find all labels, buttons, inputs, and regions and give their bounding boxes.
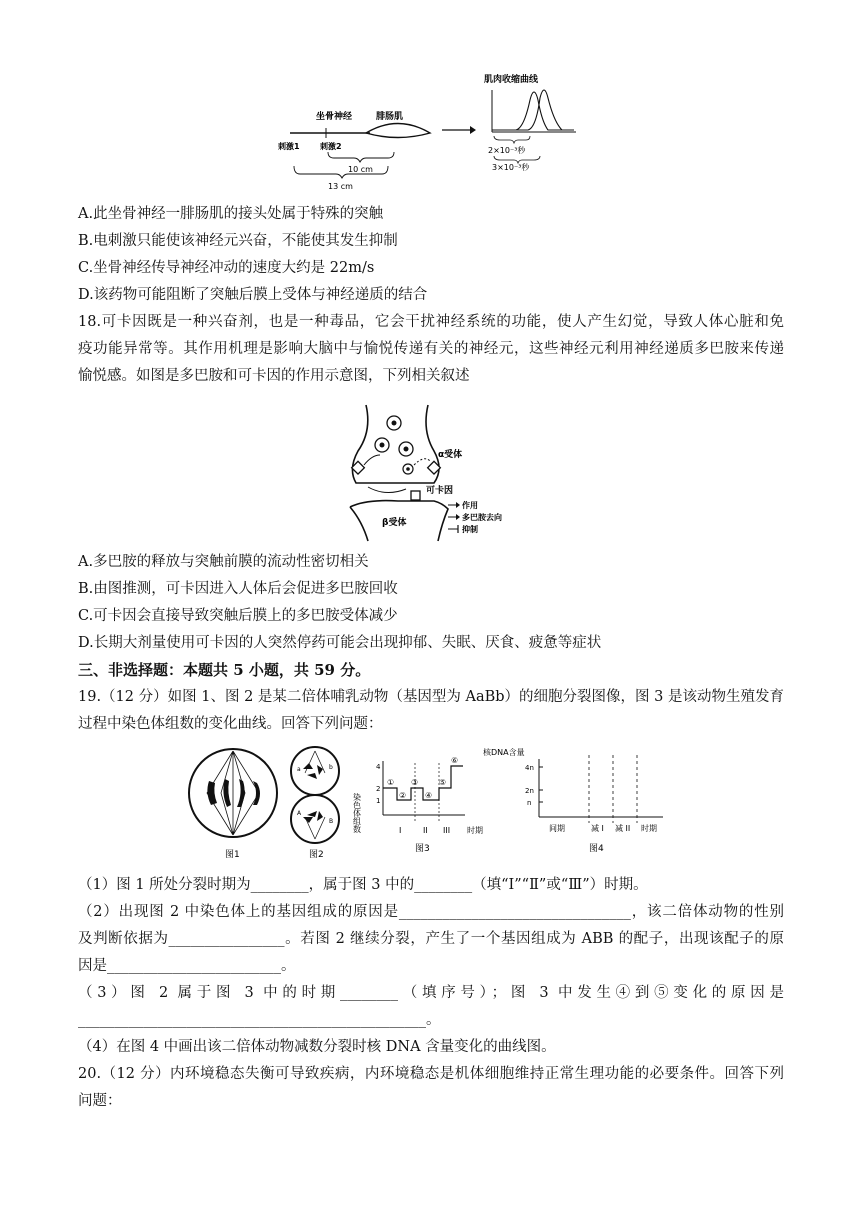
svg-text:A: A bbox=[297, 810, 302, 817]
f4-xlabel: 时期 bbox=[641, 824, 657, 833]
q18-option-b: B.由图推测，可卡因进入人体后会促进多巴胺回收 bbox=[78, 581, 398, 597]
nerve-label: 坐骨神经 bbox=[316, 112, 353, 122]
figure-2-caption: 图2 bbox=[309, 850, 324, 860]
f3-tick-4: 4 bbox=[376, 763, 381, 771]
f3-xlabel: 时期 bbox=[467, 826, 483, 835]
stim2-label: 刺激2 bbox=[320, 142, 342, 151]
f3-tick-1: 1 bbox=[376, 797, 381, 805]
figure-1-cell bbox=[189, 749, 277, 837]
f3-stage-4: ④ bbox=[425, 791, 433, 800]
f3-tick-2: 2 bbox=[376, 785, 381, 793]
q18-option-d: D.长期大剂量使用可卡因的人突然停药可能会出现抑郁、失眠、厌食、疲惫等症状 bbox=[78, 635, 602, 651]
f3-stage-5: ⑤ bbox=[439, 778, 447, 787]
f3-stage-1: ① bbox=[387, 778, 395, 787]
time-2: 2×10⁻³秒 bbox=[488, 146, 526, 155]
f4-tick-n: n bbox=[527, 799, 532, 807]
f3-ylabel: 染色体组数 bbox=[352, 793, 362, 833]
q19-part-3-line-1: （3）图 2 属于图 3 中的时期________（填序号）；图 3 中发生④到⑤变化的原因是 bbox=[78, 985, 784, 1001]
q19-part-4: （4）在图 4 中画出该二倍体动物减数分裂时核 DNA 含量变化的曲线图。 bbox=[78, 1039, 556, 1055]
cell-division-figures bbox=[185, 743, 680, 863]
svg-text:a: a bbox=[297, 766, 301, 773]
q19-part-2-line-1: （2）出现图 2 中染色体上的基因组成的原因是________________________________，该二倍体动物的性别 bbox=[78, 904, 784, 920]
figure-2-cell bbox=[291, 747, 339, 843]
figure-4-caption: 图4 bbox=[589, 844, 604, 854]
q19-part-1: （1）图 1 所处分裂时期为________，属于图 3 中的________（填“I”“Ⅱ”或“Ⅲ”）时期。 bbox=[78, 877, 648, 893]
dist-13: 13 cm bbox=[328, 182, 353, 191]
q18-stem-line-2: 疫功能异常等。其作用机理是影响大脑中与愉悦传递有关的神经元，这些神经元利用神经递质多巴胺来传递 bbox=[78, 341, 784, 357]
synapse-figure bbox=[338, 403, 508, 543]
f4-tick-4n: 4n bbox=[525, 764, 534, 772]
q19-part-2-line-2: 及判断依据为________________。若图 2 继续分裂，产生了一个基因组成为 ABB 的配子，出现该配子的原 bbox=[78, 931, 784, 947]
muscle-label: 腓肠肌 bbox=[376, 112, 404, 122]
q18-option-a: A.多巴胺的释放与突触前膜的流动性密切相关 bbox=[78, 554, 369, 570]
f4-phase-interphase: 间期 bbox=[549, 824, 565, 833]
cocaine-label: 可卡因 bbox=[426, 486, 454, 496]
q17-option-b: B.电刺激只能使该神经元兴奋，不能使其发生抑制 bbox=[78, 233, 398, 249]
q20-stem-line-2: 问题： bbox=[78, 1093, 122, 1109]
f3-stage-2: ② bbox=[399, 791, 407, 800]
q19-part-2-line-3: 因是________________________。 bbox=[78, 958, 296, 974]
alpha-receptor-label: α受体 bbox=[438, 450, 463, 460]
legend-inhibit: 抑制 bbox=[462, 525, 478, 534]
q18-stem-line-3: 愉悦感。如图是多巴胺和可卡因的作用示意图，下列相关叙述 bbox=[78, 368, 470, 384]
time-3: 3×10⁻³秒 bbox=[492, 163, 530, 172]
f3-stage-3: ③ bbox=[411, 778, 419, 787]
legend-action: 作用 bbox=[462, 501, 478, 510]
beta-receptor-label: β受体 bbox=[382, 518, 407, 528]
f3-period-1: I bbox=[399, 826, 402, 835]
f4-tick-2n: 2n bbox=[525, 787, 534, 795]
figure-1-caption: 图1 bbox=[225, 850, 240, 860]
f4-phase-meiosis-2: 减 II bbox=[615, 824, 631, 833]
f4-phase-meiosis-1: 减 I bbox=[591, 824, 604, 833]
f3-period-3: III bbox=[443, 826, 451, 835]
q18-stem-line-1: 18.可卡因既是一种兴奋剂，也是一种毒品，它会干扰神经系统的功能，使人产生幻觉，导致人体心脏和免 bbox=[78, 314, 784, 330]
q17-option-c: C.坐骨神经传导神经冲动的速度大约是 22m/s bbox=[78, 260, 375, 276]
q19-part-3-line-2: ________________________________________________。 bbox=[78, 1012, 441, 1028]
q19-stem-line-1: 19.（12 分）如图 1、图 2 是某二倍体哺乳动物（基因型为 AaBb）的细胞分裂图像，图 3 是该动物生殖发育 bbox=[78, 689, 785, 705]
f3-period-2: II bbox=[423, 826, 428, 835]
nerve-muscle-figure bbox=[270, 70, 590, 195]
curve-title: 肌肉收缩曲线 bbox=[484, 75, 539, 85]
f4-ylabel: 核DNA含量 bbox=[483, 748, 525, 757]
q17-option-a: A.此坐骨神经一腓肠肌的接头处属于特殊的突触 bbox=[78, 206, 384, 222]
q17-option-d: D.该药物可能阻断了突触后膜上受体与神经递质的结合 bbox=[78, 287, 428, 303]
svg-text:B: B bbox=[329, 818, 334, 825]
figure-3-caption: 图3 bbox=[415, 844, 430, 854]
stim1-label: 刺激1 bbox=[278, 142, 300, 151]
figure-3-chart bbox=[353, 756, 484, 835]
svg-text:b: b bbox=[329, 764, 333, 771]
dist-10: 10 cm bbox=[348, 165, 373, 174]
legend-dopamine-direction: 多巴胺去向 bbox=[462, 513, 502, 522]
figure-4-chart bbox=[483, 747, 663, 833]
section-3-heading: 三、非选择题：本题共 5 小题，共 59 分。 bbox=[78, 661, 371, 679]
q20-stem-line-1: 20.（12 分）内环境稳态失衡可导致疾病，内环境稳态是机体细胞维持正常生理功能的必要条件。回答下列 bbox=[78, 1066, 784, 1082]
q18-option-c: C.可卡因会直接导致突触后膜上的多巴胺受体减少 bbox=[78, 608, 398, 624]
f3-stage-6: ⑥ bbox=[451, 756, 459, 765]
q19-stem-line-2: 过程中染色体组数的变化曲线。回答下列问题： bbox=[78, 716, 383, 732]
